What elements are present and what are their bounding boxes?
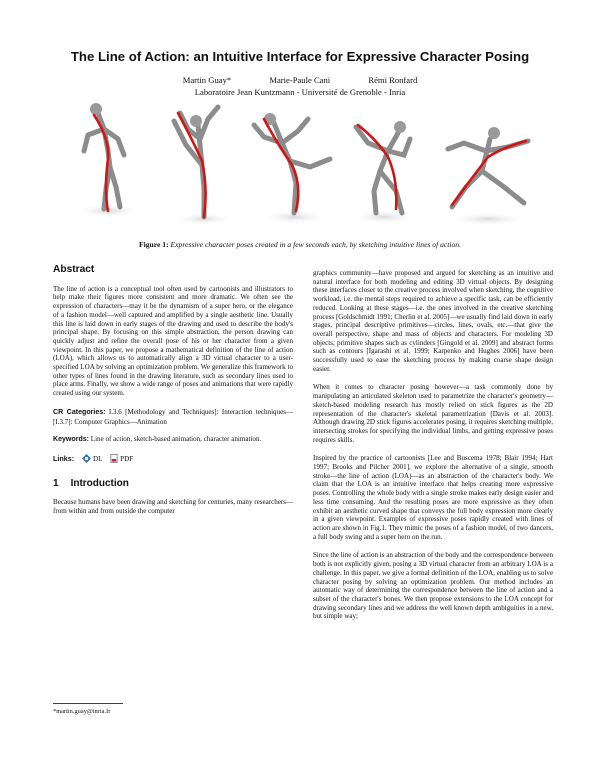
links-label: Links: — [53, 453, 75, 463]
introduction-text: Because humans have been drawing and sketching for centuries, many researchers—from within and from outside the computer — [53, 498, 293, 516]
abstract-heading: Abstract — [53, 264, 95, 275]
section-number: 1 — [53, 477, 59, 489]
paragraph: Inspired by the practice of cartoonists [Lee and Buscema 1978; Blair 1994; Hart 1997; Brooks and Pilcher 2001], we explore the alternative of a single, smooth stroke—the line of action (LOA)—as an abstraction of the character's body. We claim that the LOA is an intuitive interface that helps creating more expressive poses. Controlling the whole body with a single stroke makes early design easier and less time consuming. And the resulting poses are more expressive as they often exhibit an aesthetic curved shape that conveys the full body expression more clearly in a given viewpoint. Examples of expressive poses rapidly created with lines of action are shown in Fig.1. They mimic the poses of a fashion model, of two dancers, a full body swing and a super hero on the run. — [313, 454, 553, 541]
keywords — [53, 435, 293, 445]
author-name: Martin Guay* — [182, 75, 232, 85]
paragraph: graphics community—have proposed and argued for sketching as an intuitive and natural interface for both modeling and editing 3D virtual objects. By designing these interfaces closer to the creative process involved when sketching, the cognitive workload, i.e. the mental steps required to achieve a specific task, can be efficiently reduced. Looking at these stages—i.e. the ones involved in the creative sketching process [Goldschmidt 1991; Cherlin et al. 2005]—we usually find laid down in early stages, principal descriptive primitives—circles, lines, ovals, etc.—that give the overall perspective, shape and mass of objects and characters. For modeling 3D objects, primitive shapes such as cylinders [Gingold et al. 2009] and abstract forms such as contours [Igarashi et al. 1999; Karpenko and Hughes 2006] have been successfully used to ease the sketching process by making coarse shape design easier. — [313, 269, 553, 373]
author-name: Rémi Ronfard — [368, 75, 418, 85]
character-pose-fashion-model — [74, 103, 142, 218]
cr-categories-text: I.3.6 [Methodology and Techniques]: Interaction techniques— [I.3.7]: Computer Graphics—Animation — [53, 407, 294, 426]
pdf-link[interactable]: PDF — [120, 454, 134, 463]
character-pose-super-hero-run — [448, 127, 528, 226]
figure-label: Figure 1: — [139, 240, 169, 249]
figure-caption — [0, 240, 600, 249]
paragraph: Since the line of action is an abstraction of the body and the correspondence between both is not explicitly given, posing a 3D virtual character from an arbitrary LOA is a challenge. In this paper, we give a formal definition of the LOA, enabling us to solve character posing by solving an optimization problem. Our method includes an automatic way of determining the correspondence between the line of action and a subset of the character's bones. We then propose extensions to the LOA concept for drawing secondary lines and we address the well known depth ambiguities in a new, but simple way; — [313, 551, 553, 621]
keywords-text: Line of action, sketch-based animation, character animation. — [90, 435, 262, 444]
keywords-label: Keywords: — [53, 436, 90, 444]
dl-icon[interactable] — [82, 454, 91, 466]
paper-title: The Line of Action: an Intuitive Interface for Expressive Character Posing — [70, 49, 530, 64]
section-title: Introduction — [70, 477, 129, 489]
dl-link[interactable]: DL — [92, 454, 103, 463]
character-pose-full-body-swing — [352, 121, 416, 224]
cr-categories-label: CR Categories: — [53, 408, 106, 416]
right-column — [313, 269, 553, 631]
left-column — [53, 266, 293, 526]
footnote-divider — [53, 703, 123, 704]
links-row — [53, 454, 293, 466]
affiliation: Laboratoire Jean Kuntzmann - Université de Grenoble - Inria — [194, 87, 406, 97]
author-list — [0, 75, 600, 85]
paragraph: When it comes to character posing however—a task commonly done by manipulating an articulated skeleton used to parametrize the character's geometry—sketch-based modeling research has mostly relied on stick figures as the 2D representation of the character's skeletal parametrization [Davis et al. 2003]. Although drawing 2D stick figures accelerates posing, it requires sketching multiple, intersecting strokes for specifying the individual limbs, and getting expressive poses requires skills. — [313, 383, 553, 444]
cr-categories — [53, 408, 293, 426]
introduction-heading — [53, 477, 293, 489]
abstract-text: The line of action is a conceptual tool often used by cartoonists and illustrators to help make their figures more consistent and more dramatic. We often see the expression of characters—may it be the dynamism of a super hero, or the elegance of a fashion model—well captured and amplified by a single aesthetic line. Usually this line is laid down in early stages of the drawing and used to describe the body's principal shape. By focusing on this simple abstraction, the person drawing can quickly adjust and refine the overall pose of his or her character from a given viewpoint. In this paper, we propose a mathematical definition of the line of action (LOA), which allows us to automatically align a 3D virtual character to a user-specified LOA by solving an optimization problem. We generalize this framework to other types of lines found in the drawing literature, such as secondary lines used to place arms. Finally, we show a wide range of poses and animations that were rapidly created using our system. — [53, 284, 293, 398]
character-pose-ballet-dancer — [174, 107, 234, 225]
character-pose-arabesque-dancer — [254, 113, 330, 224]
teaser-figure — [58, 99, 542, 235]
figure-caption-text: Expressive character poses created in a few seconds each, by sketching intuitive lines of action. — [170, 240, 461, 249]
author-name: Marie-Paule Cani — [269, 75, 331, 85]
pdf-icon[interactable] — [110, 454, 118, 466]
footnote: *martin.guay@inria.fr — [53, 708, 111, 715]
